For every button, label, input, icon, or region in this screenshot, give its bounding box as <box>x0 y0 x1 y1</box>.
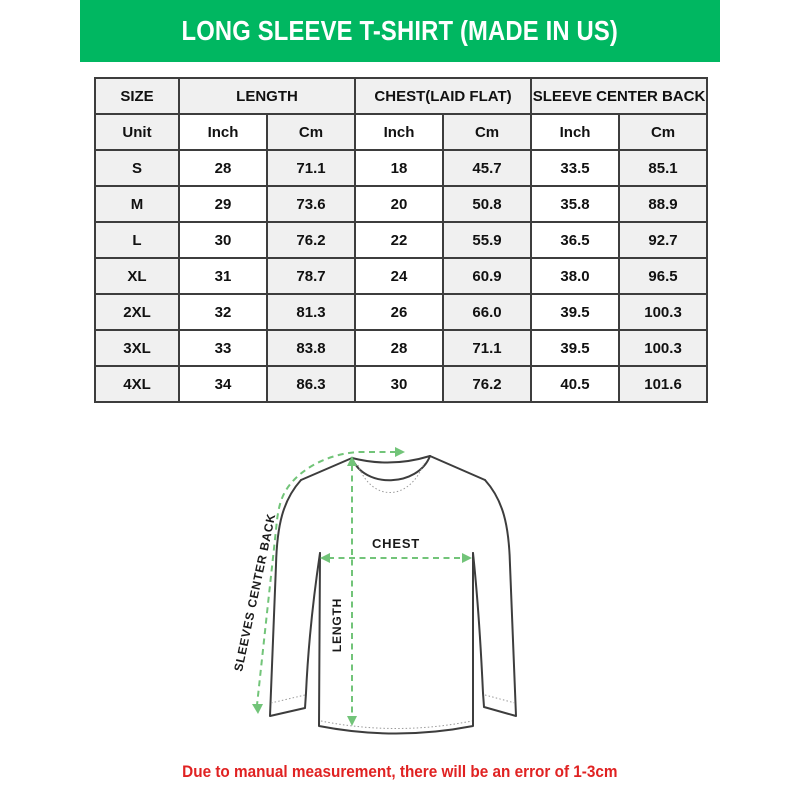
value-cell: 33 <box>179 330 267 366</box>
footer <box>0 762 800 782</box>
value-cell: 100.3 <box>619 330 707 366</box>
value-cell: 101.6 <box>619 366 707 402</box>
size-table <box>94 77 708 403</box>
value-cell: 73.6 <box>267 186 355 222</box>
arrow-right-icon <box>462 553 472 563</box>
size-cell: 2XL <box>95 294 179 330</box>
value-cell: 76.2 <box>443 366 531 402</box>
page-title: LONG SLEEVE T-SHIRT (MADE IN US) <box>181 15 619 46</box>
header-size: SIZE <box>95 78 179 114</box>
value-cell: 28 <box>179 150 267 186</box>
value-cell: 30 <box>355 366 443 402</box>
table-row-s <box>95 150 707 186</box>
value-cell: 45.7 <box>443 150 531 186</box>
value-cell: 26 <box>355 294 443 330</box>
right-sleeve <box>473 480 516 716</box>
value-cell: 71.1 <box>443 330 531 366</box>
size-cell: XL <box>95 258 179 294</box>
header-sleeve: SLEEVE CENTER BACK <box>531 78 707 114</box>
header-length: LENGTH <box>179 78 355 114</box>
unit-cell: Cm <box>443 114 531 150</box>
collar-stitch <box>358 463 424 493</box>
arrow-up-icon <box>347 456 357 466</box>
value-cell: 39.5 <box>531 330 619 366</box>
value-cell: 40.5 <box>531 366 619 402</box>
size-cell: L <box>95 222 179 258</box>
value-cell: 76.2 <box>267 222 355 258</box>
unit-row <box>95 114 707 150</box>
value-cell: 22 <box>355 222 443 258</box>
header-chest: CHEST(LAID FLAT) <box>355 78 531 114</box>
unit-cell: Inch <box>355 114 443 150</box>
arrow-down-icon <box>252 704 263 714</box>
value-cell: 92.7 <box>619 222 707 258</box>
value-cell: 20 <box>355 186 443 222</box>
value-cell: 81.3 <box>267 294 355 330</box>
left-shoulder-seam <box>301 458 352 480</box>
value-cell: 32 <box>179 294 267 330</box>
length-label: LENGTH <box>330 597 344 653</box>
value-cell: 50.8 <box>443 186 531 222</box>
arrow-down-icon <box>347 716 357 726</box>
size-cell: M <box>95 186 179 222</box>
value-cell: 55.9 <box>443 222 531 258</box>
right-shoulder-seam <box>430 456 485 480</box>
unit-cell: Unit <box>95 114 179 150</box>
value-cell: 24 <box>355 258 443 294</box>
value-cell: 29 <box>179 186 267 222</box>
group-header-row <box>95 78 707 114</box>
value-cell: 34 <box>179 366 267 402</box>
value-cell: 28 <box>355 330 443 366</box>
measurement-note: Due to manual measurement, there will be an error of 1-3cm <box>182 762 618 781</box>
value-cell: 86.3 <box>267 366 355 402</box>
size-cell: S <box>95 150 179 186</box>
size-cell: 4XL <box>95 366 179 402</box>
collar-back <box>352 456 430 463</box>
value-cell: 60.9 <box>443 258 531 294</box>
shirt-diagram <box>180 435 620 765</box>
sleeve-center-back-label: SLEEVES CENTER BACK <box>231 512 279 673</box>
hem-stitch <box>321 721 472 729</box>
right-cuff-stitch <box>485 695 515 703</box>
value-cell: 33.5 <box>531 150 619 186</box>
table-row-m <box>95 186 707 222</box>
value-cell: 96.5 <box>619 258 707 294</box>
value-cell: 39.5 <box>531 294 619 330</box>
arrow-right-icon <box>395 447 405 457</box>
value-cell: 100.3 <box>619 294 707 330</box>
unit-cell: Cm <box>267 114 355 150</box>
size-cell: 3XL <box>95 330 179 366</box>
unit-cell: Cm <box>619 114 707 150</box>
value-cell: 88.9 <box>619 186 707 222</box>
table-row-3xl <box>95 330 707 366</box>
value-cell: 31 <box>179 258 267 294</box>
shirt-outline <box>270 456 516 734</box>
table-row-2xl <box>95 294 707 330</box>
length-arrow <box>347 456 357 726</box>
value-cell: 30 <box>179 222 267 258</box>
value-cell: 66.0 <box>443 294 531 330</box>
unit-cell: Inch <box>531 114 619 150</box>
value-cell: 71.1 <box>267 150 355 186</box>
chest-label: CHEST <box>371 536 421 551</box>
value-cell: 85.1 <box>619 150 707 186</box>
table-row-4xl <box>95 366 707 402</box>
value-cell: 36.5 <box>531 222 619 258</box>
arrow-left-icon <box>320 553 330 563</box>
title-banner <box>80 0 720 62</box>
value-cell: 78.7 <box>267 258 355 294</box>
value-cell: 83.8 <box>267 330 355 366</box>
value-cell: 38.0 <box>531 258 619 294</box>
table-row-xl <box>95 258 707 294</box>
value-cell: 18 <box>355 150 443 186</box>
left-cuff-stitch <box>271 695 305 703</box>
chest-arrow <box>320 553 472 563</box>
value-cell: 35.8 <box>531 186 619 222</box>
unit-cell: Inch <box>179 114 267 150</box>
table-row-l <box>95 222 707 258</box>
